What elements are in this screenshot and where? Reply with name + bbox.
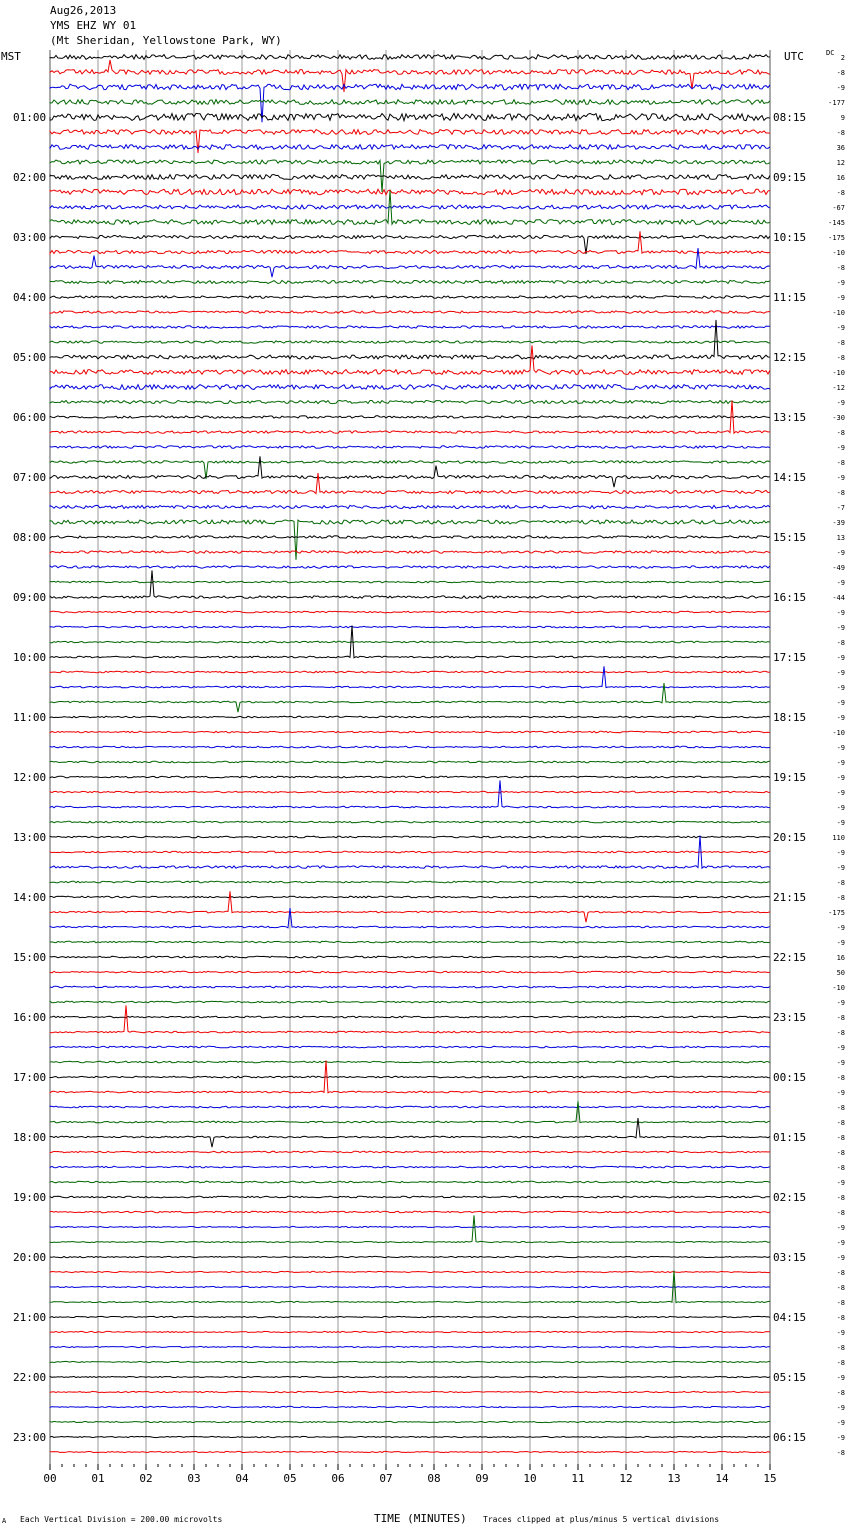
trace-line <box>50 896 770 898</box>
dc-offset-value: 12 <box>836 159 845 167</box>
dc-offset-value: -9 <box>836 1404 845 1412</box>
dc-offset-value: -9 <box>836 999 845 1007</box>
utc-hour-label: 09:15 <box>773 171 807 184</box>
trace-line <box>50 1061 770 1063</box>
trace-line <box>50 1316 770 1317</box>
dc-offset-value: -9 <box>836 1239 845 1247</box>
mst-hour-label: 12:00 <box>13 771 47 784</box>
trace-line <box>50 780 770 807</box>
trace-line <box>50 160 770 192</box>
trace-line <box>50 1181 770 1183</box>
trace-line <box>50 400 770 403</box>
dc-offset-header: DC <box>826 49 835 57</box>
mst-hour-label: 10:00 <box>13 651 47 664</box>
dc-offset-value: -9 <box>836 549 845 557</box>
trace-line <box>50 311 770 313</box>
dc-offset-value: -39 <box>832 519 845 527</box>
dc-offset-value: -9 <box>836 1419 845 1427</box>
trace-line <box>50 1196 770 1198</box>
dc-offset-value: -8 <box>836 639 845 647</box>
dc-offset-value: -8 <box>836 1104 845 1112</box>
trace-line <box>50 566 770 568</box>
trace-line <box>50 401 770 434</box>
dc-offset-value: -8 <box>836 894 845 902</box>
utc-hour-label: 16:15 <box>773 591 807 604</box>
dc-offset-value: -10 <box>832 729 845 737</box>
dc-offset-value: -8 <box>836 489 845 497</box>
minute-gridlines <box>50 50 770 1464</box>
dc-offset-value: -177 <box>828 99 845 107</box>
x-axis-title: TIME (MINUTES) <box>374 1512 467 1525</box>
utc-hour-label: 13:15 <box>773 411 807 424</box>
trace-line <box>50 55 770 60</box>
axis-tick-label: 10 <box>523 1472 537 1485</box>
dc-offset-value: -8 <box>836 69 845 77</box>
dc-offset-labels <box>828 54 845 1457</box>
station-code: YMS EHZ WY 01 <box>50 19 137 32</box>
dc-offset-value: -9 <box>836 279 845 287</box>
mst-hour-label: 22:00 <box>13 1371 47 1384</box>
dc-offset-value: -9 <box>836 759 845 767</box>
dc-offset-value: -9 <box>836 1224 845 1232</box>
corner-mark: A <box>2 1517 7 1525</box>
trace-line <box>50 1211 770 1213</box>
trace-line <box>50 446 770 448</box>
axis-tick-label: 02 <box>139 1472 153 1485</box>
mst-hour-label: 13:00 <box>13 831 47 844</box>
trace-line <box>50 1005 770 1032</box>
mst-hour-label: 14:00 <box>13 891 47 904</box>
trace-line <box>50 821 770 823</box>
axis-tick-label: 09 <box>475 1472 489 1485</box>
mst-hour-label: 15:00 <box>13 951 47 964</box>
axis-tick-label: 11 <box>571 1472 585 1485</box>
trace-line <box>50 986 770 988</box>
trace-line <box>50 520 770 560</box>
dc-offset-value: -9 <box>836 669 845 677</box>
trace-line <box>50 1001 770 1003</box>
dc-offset-value: -9 <box>836 804 845 812</box>
dc-offset-value: -10 <box>832 369 845 377</box>
mst-hour-label: 08:00 <box>13 531 47 544</box>
trace-line <box>50 716 770 718</box>
trace-line <box>50 113 770 120</box>
trace-line <box>50 611 770 613</box>
dc-offset-value: -9 <box>836 1059 845 1067</box>
axis-tick-label: 04 <box>235 1472 249 1485</box>
mst-hour-label: 18:00 <box>13 1131 47 1144</box>
dc-offset-value: 2 <box>840 54 845 62</box>
dc-offset-value: -8 <box>836 129 845 137</box>
dc-offset-value: -8 <box>836 1164 845 1172</box>
trace-line <box>50 189 770 195</box>
trace-line <box>50 1076 770 1078</box>
trace-line <box>50 205 770 209</box>
mst-hour-label: 17:00 <box>13 1071 47 1084</box>
dc-offset-value: -8 <box>836 1344 845 1352</box>
trace-line <box>50 791 770 793</box>
dc-offset-value: -9 <box>836 294 845 302</box>
dc-offset-value: -8 <box>836 1134 845 1142</box>
trace-line <box>50 956 770 958</box>
dc-offset-value: -9 <box>836 774 845 782</box>
mst-hour-label: 20:00 <box>13 1251 47 1264</box>
utc-hour-label: 18:15 <box>773 711 807 724</box>
utc-hour-label: 08:15 <box>773 111 807 124</box>
dc-offset-value: -145 <box>828 219 845 227</box>
dc-offset-value: -8 <box>836 1389 845 1397</box>
axis-tick-label: 13 <box>667 1472 681 1485</box>
utc-hour-label: 01:15 <box>773 1131 807 1144</box>
utc-hour-label: 22:15 <box>773 951 807 964</box>
dc-offset-value: -9 <box>836 1179 845 1187</box>
trace-line <box>50 100 770 105</box>
axis-tick-label: 07 <box>379 1472 393 1485</box>
trace-line <box>50 320 770 359</box>
trace-line <box>50 341 770 343</box>
utc-hour-label: 02:15 <box>773 1191 807 1204</box>
trace-line <box>50 1101 770 1123</box>
dc-offset-value: -9 <box>836 609 845 617</box>
trace-line <box>50 231 770 253</box>
dc-offset-value: -9 <box>836 789 845 797</box>
utc-hour-label: 00:15 <box>773 1071 807 1084</box>
trace-line <box>50 145 770 150</box>
dc-offset-value: -8 <box>836 354 845 362</box>
dc-offset-value: -9 <box>836 714 845 722</box>
dc-offset-value: -8 <box>836 1074 845 1082</box>
dc-offset-value: -8 <box>836 1194 845 1202</box>
dc-offset-value: -9 <box>836 684 845 692</box>
utc-hour-label: 15:15 <box>773 531 807 544</box>
dc-offset-value: -9 <box>836 84 845 92</box>
station-location: (Mt Sheridan, Yellowstone Park, WY) <box>50 34 282 47</box>
trace-line <box>50 505 770 508</box>
trace-line <box>50 891 770 922</box>
dc-offset-value: -9 <box>836 624 845 632</box>
dc-offset-value: -8 <box>836 1299 845 1307</box>
mst-hour-label: 02:00 <box>13 171 47 184</box>
axis-tick-label: 06 <box>331 1472 345 1485</box>
trace-line <box>50 1256 770 1257</box>
dc-offset-value: -44 <box>832 594 845 602</box>
dc-offset-value: -8 <box>836 264 845 272</box>
utc-hour-label: 06:15 <box>773 1431 807 1444</box>
right-timezone-label: UTC <box>784 50 804 63</box>
utc-hour-label: 05:15 <box>773 1371 807 1384</box>
dc-offset-value: -9 <box>836 1374 845 1382</box>
trace-line <box>50 1226 770 1227</box>
dc-offset-value: 50 <box>836 969 845 977</box>
mst-hour-label: 09:00 <box>13 591 47 604</box>
trace-line <box>50 130 770 153</box>
trace-line <box>50 551 770 553</box>
trace-line <box>50 746 770 748</box>
trace-line <box>50 761 770 763</box>
dc-offset-value: -8 <box>836 189 845 197</box>
trace-line <box>50 1331 770 1332</box>
trace-line <box>50 641 770 643</box>
trace-line <box>50 581 770 583</box>
dc-offset-value: 16 <box>836 174 845 182</box>
utc-hour-label: 20:15 <box>773 831 807 844</box>
dc-offset-value: -8 <box>836 339 845 347</box>
dc-offset-value: -9 <box>836 579 845 587</box>
dc-offset-value: 16 <box>836 954 845 962</box>
dc-offset-value: -9 <box>836 1329 845 1337</box>
dc-offset-value: 36 <box>836 144 845 152</box>
dc-offset-value: -8 <box>836 1314 845 1322</box>
utc-hour-label: 11:15 <box>773 291 807 304</box>
trace-line <box>50 175 770 180</box>
dc-offset-value: -9 <box>836 1254 845 1262</box>
axis-tick-label: 01 <box>91 1472 105 1485</box>
trace-line <box>50 1391 770 1392</box>
dc-offset-value: -30 <box>832 414 845 422</box>
dc-offset-value: -9 <box>836 744 845 752</box>
dc-offset-value: -9 <box>836 924 845 932</box>
dc-offset-value: 13 <box>836 534 845 542</box>
dc-offset-value: -9 <box>836 1044 845 1052</box>
trace-line <box>50 1046 770 1048</box>
dc-offset-value: -8 <box>836 1029 845 1037</box>
dc-offset-value: -9 <box>836 1089 845 1097</box>
axis-tick-label: 14 <box>715 1472 729 1485</box>
dc-offset-value: -9 <box>836 819 845 827</box>
dc-offset-value: -8 <box>836 1449 845 1457</box>
dc-offset-value: -8 <box>836 1359 845 1367</box>
trace-line <box>50 776 770 778</box>
axis-tick-label: 05 <box>283 1472 297 1485</box>
trace-line <box>50 666 770 688</box>
axis-tick-label: 15 <box>763 1472 777 1485</box>
trace-line <box>50 731 770 733</box>
trace-line <box>50 1436 770 1437</box>
dc-offset-value: -10 <box>832 309 845 317</box>
dc-offset-value: -9 <box>836 864 845 872</box>
trace-line <box>50 1286 770 1287</box>
trace-line <box>50 1361 770 1362</box>
trace-line <box>50 345 770 374</box>
trace-line <box>50 1421 770 1422</box>
mst-hour-label: 06:00 <box>13 411 47 424</box>
trace-line <box>50 1346 770 1347</box>
seismic-traces <box>50 55 770 1453</box>
dc-offset-value: 110 <box>832 834 845 842</box>
trace-line <box>50 280 770 283</box>
axis-tick-label: 12 <box>619 1472 633 1485</box>
dc-offset-value: -9 <box>836 444 845 452</box>
trace-line <box>50 671 770 673</box>
dc-offset-value: -12 <box>832 384 845 392</box>
time-axis <box>43 1464 776 1485</box>
trace-line <box>50 1106 770 1108</box>
mst-hour-label: 01:00 <box>13 111 47 124</box>
utc-hour-label: 21:15 <box>773 891 807 904</box>
trace-line <box>50 326 770 328</box>
mst-hour-label: 21:00 <box>13 1311 47 1324</box>
dc-offset-value: -175 <box>828 909 845 917</box>
dc-offset-value: -67 <box>832 204 845 212</box>
utc-hour-label: 19:15 <box>773 771 807 784</box>
mst-hour-label: 11:00 <box>13 711 47 724</box>
dc-offset-value: -8 <box>836 1284 845 1292</box>
trace-line <box>50 941 770 943</box>
utc-hour-label: 12:15 <box>773 351 807 364</box>
dc-offset-value: -9 <box>836 399 845 407</box>
trace-line <box>50 1271 770 1272</box>
dc-offset-value: -8 <box>836 459 845 467</box>
utc-hour-label: 10:15 <box>773 231 807 244</box>
dc-offset-value: -9 <box>836 324 845 332</box>
trace-line <box>50 971 770 973</box>
trace-line <box>50 1406 770 1407</box>
dc-offset-value: -9 <box>836 939 845 947</box>
trace-line <box>50 881 770 883</box>
trace-line <box>50 1016 770 1018</box>
trace-line <box>50 1166 770 1168</box>
trace-line <box>50 836 770 838</box>
record-date: Aug26,2013 <box>50 4 117 17</box>
left-timezone-label: MST <box>1 50 21 63</box>
dc-offset-value: -9 <box>836 699 845 707</box>
trace-line <box>50 1451 770 1452</box>
dc-offset-value: -175 <box>828 234 845 242</box>
trace-line <box>50 385 770 390</box>
axis-tick-label: 08 <box>427 1472 441 1485</box>
axis-tick-label: 03 <box>187 1472 201 1485</box>
utc-hour-label: 03:15 <box>773 1251 807 1264</box>
dc-offset-value: -7 <box>836 504 845 512</box>
dc-offset-value: -8 <box>836 1149 845 1157</box>
utc-hour-label: 23:15 <box>773 1011 807 1024</box>
trace-line <box>50 626 770 628</box>
dc-offset-value: -10 <box>832 984 845 992</box>
mst-hour-label: 23:00 <box>13 1431 47 1444</box>
trace-line <box>50 536 770 538</box>
trace-line <box>50 248 770 277</box>
utc-hour-label: 04:15 <box>773 1311 807 1324</box>
trace-line <box>50 416 770 418</box>
dc-offset-value: -8 <box>836 1119 845 1127</box>
axis-tick-label: 00 <box>43 1472 57 1485</box>
dc-offset-value: 9 <box>840 114 845 122</box>
trace-line <box>50 1376 770 1377</box>
trace-line <box>50 851 770 853</box>
dc-offset-value: -8 <box>836 1209 845 1217</box>
mst-hour-label: 19:00 <box>13 1191 47 1204</box>
dc-offset-value: -9 <box>836 849 845 857</box>
trace-line <box>50 1151 770 1153</box>
dc-offset-value: -8 <box>836 1269 845 1277</box>
trace-line <box>50 570 770 598</box>
dc-offset-value: -8 <box>836 879 845 887</box>
mst-hour-label: 03:00 <box>13 231 47 244</box>
mst-hour-label: 04:00 <box>13 291 47 304</box>
trace-line <box>50 296 770 298</box>
clip-note: Traces clipped at plus/minus 5 vertical divisions <box>483 1515 720 1524</box>
mst-hour-label: 05:00 <box>13 351 47 364</box>
dc-offset-value: -9 <box>836 474 845 482</box>
utc-hour-label: 17:15 <box>773 651 807 664</box>
mst-hour-label: 16:00 <box>13 1011 47 1024</box>
dc-offset-value: -8 <box>836 1014 845 1022</box>
dc-offset-value: -49 <box>832 564 845 572</box>
dc-offset-value: -9 <box>836 1434 845 1442</box>
trace-line <box>50 1215 770 1242</box>
scale-note: Each Vertical Division = 200.00 microvolts <box>20 1515 223 1524</box>
utc-hour-label: 14:15 <box>773 471 807 484</box>
dc-offset-value: -10 <box>832 249 845 257</box>
mst-hour-label: 07:00 <box>13 471 47 484</box>
dc-offset-value: -9 <box>836 654 845 662</box>
dc-offset-value: -8 <box>836 429 845 437</box>
